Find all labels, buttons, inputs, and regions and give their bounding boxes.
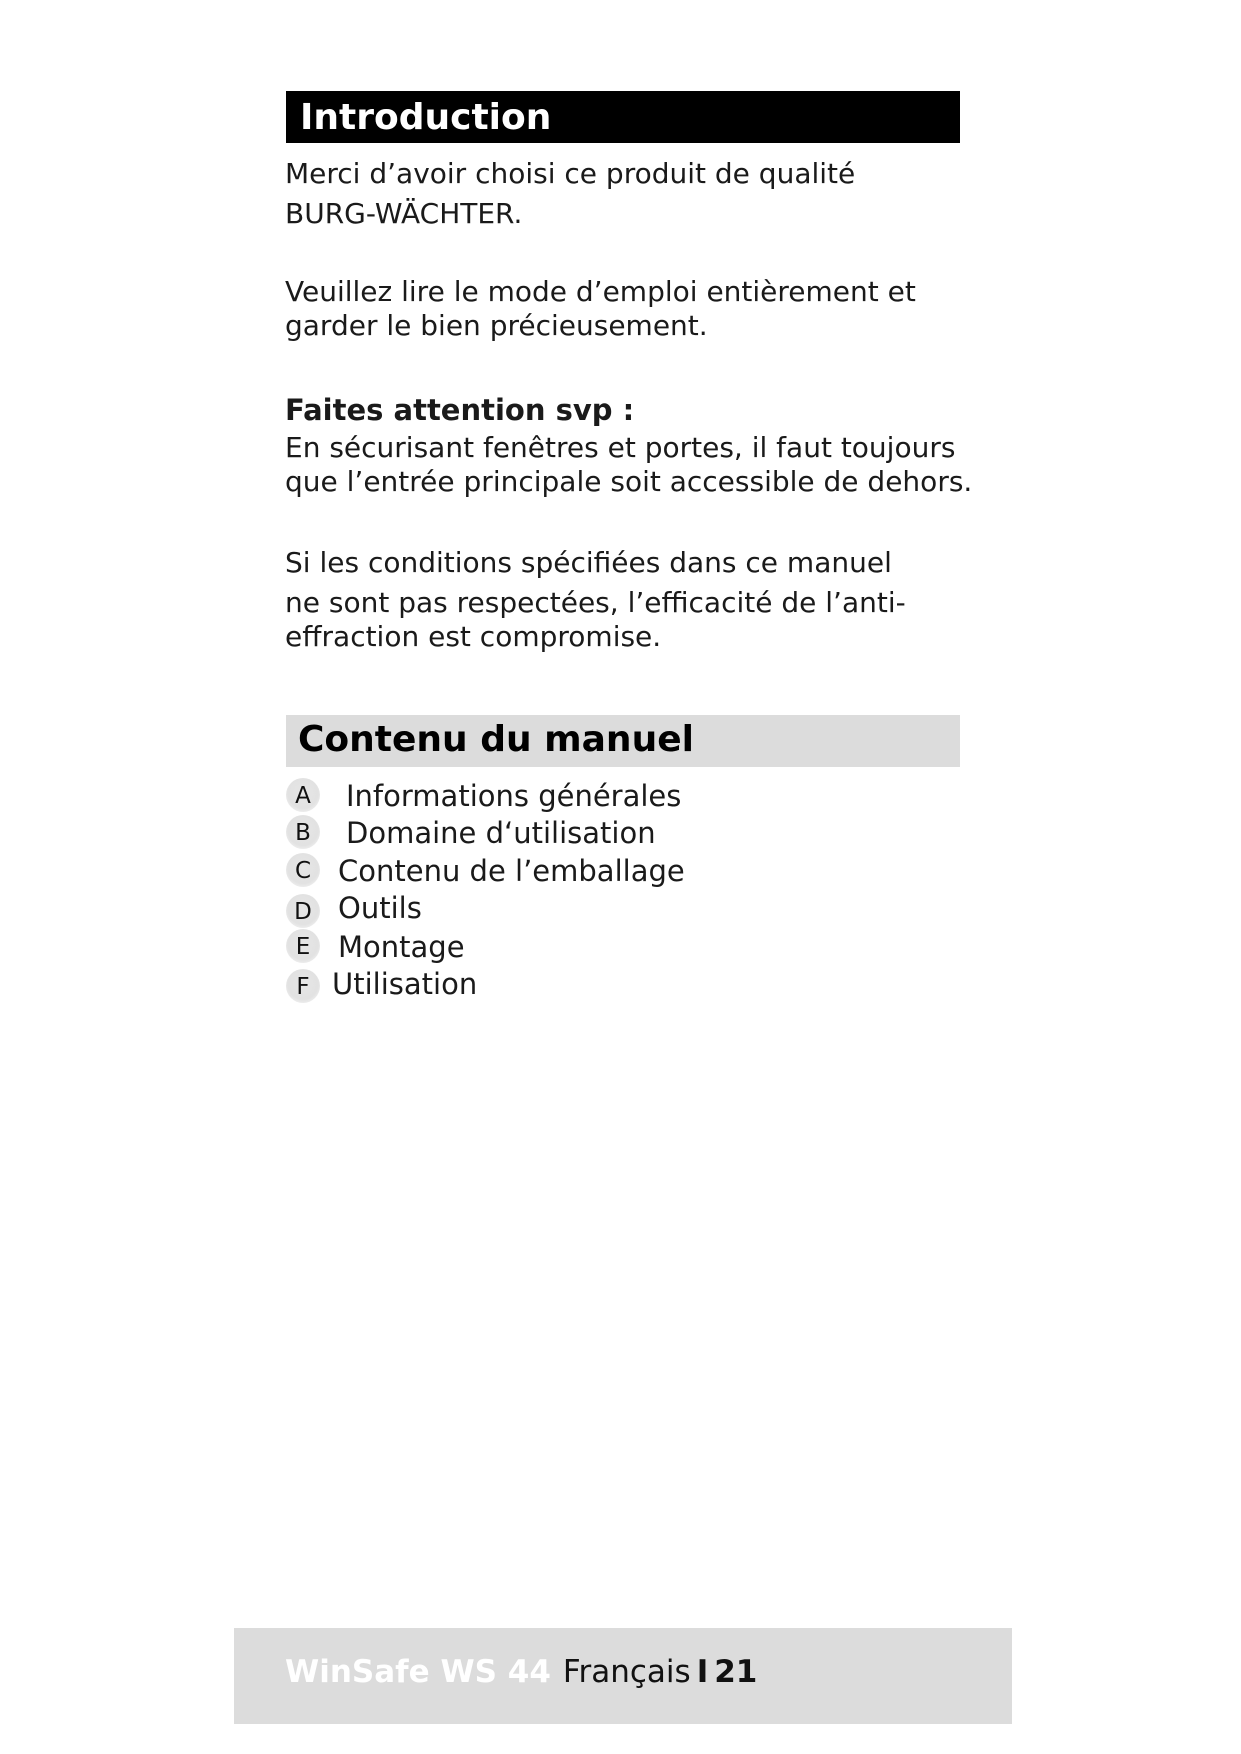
toc-label: Utilisation [332,967,478,1001]
toc-label: Montage [338,930,465,964]
toc-letter-badge: B [286,815,320,849]
paragraph-line: garder le bien précieusement. [285,309,708,342]
footer-separator: I [696,1654,709,1690]
paragraph-line: En sécurisant fenêtres et portes, il faut toujours [285,431,956,464]
page-number: 21 [714,1654,758,1690]
attention-paragraph [285,429,985,501]
attention-heading: Faites attention svp : [285,393,635,427]
contents-header: Contenu du manuel [286,715,960,767]
thanks-paragraph [285,155,985,233]
paragraph-line: que l’entrée principale soit accessible de dehors. [285,465,973,498]
toc-label: Contenu de l’emballage [338,854,685,888]
toc-letter-badge: C [286,853,320,887]
paragraph-line: Veuillez lire le mode d’emploi entièrement et [285,275,916,308]
paragraph-line: Si les conditions spécifiées dans ce manuel [285,546,892,579]
toc-label: Outils [338,891,422,925]
paragraph-line: effraction est compromise. [285,620,662,653]
footer [285,1652,757,1692]
conditions-paragraph [285,544,985,656]
toc-label: Informations générales [346,779,682,813]
paragraph-line: ne sont pas respectées, l’efficacité de l’anti- [285,586,906,619]
footer-language: Français [562,1654,691,1690]
introduction-header: Introduction [286,91,960,143]
footer-product-name: WinSafe WS 44 [285,1654,551,1690]
read-instructions-paragraph [285,273,985,345]
toc-letter-badge: F [286,969,320,1003]
paragraph-line: Merci d’avoir choisi ce produit de qualité [285,157,856,190]
toc-letter-badge: D [286,894,320,928]
paragraph-line: BURG-WÄCHTER. [285,197,523,230]
toc-letter-badge: A [286,778,320,812]
toc-letter-badge: E [286,929,320,963]
toc-label: Domaine d‘utilisation [346,816,656,850]
